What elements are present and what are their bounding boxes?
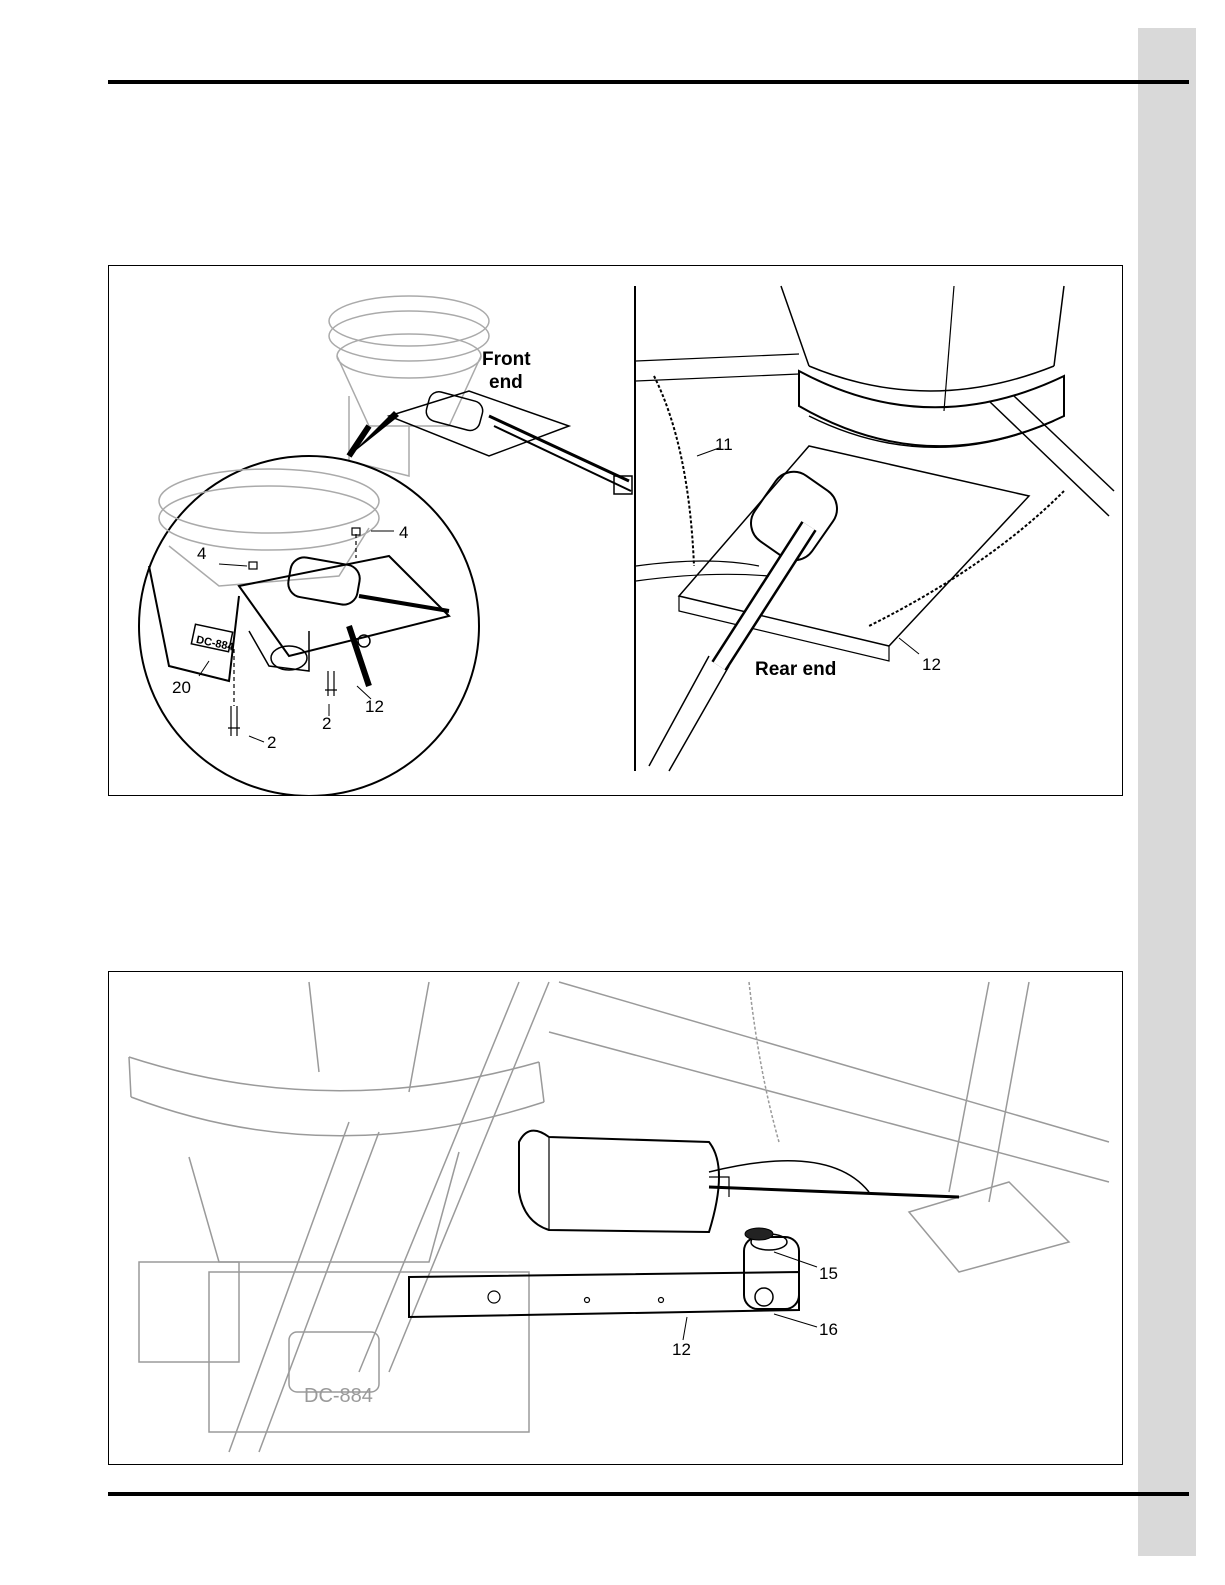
callout-20: 20 (172, 678, 191, 697)
callout-12-right: 12 (922, 655, 941, 674)
callout-2-upper: 2 (322, 714, 332, 733)
figure-2-drawing (109, 972, 1122, 1464)
right-panel-drawing (636, 286, 1114, 771)
callout-12-left: 12 (365, 697, 384, 716)
header-rule (108, 80, 1189, 84)
figure-2-background-faded (129, 982, 1109, 1452)
callout-11: 11 (715, 435, 733, 454)
figure-2-foreground (409, 1131, 959, 1340)
footer-rule (108, 1492, 1189, 1496)
decal-dc-884-faded: DC-884 (304, 1385, 373, 1407)
figure-actuator-bracket-detail (108, 971, 1123, 1465)
callout-16: 16 (819, 1320, 838, 1339)
label-front-end-line1: Front (482, 349, 531, 370)
callout-2-lower: 2 (267, 733, 277, 752)
callout-12-bottom: 12 (672, 1340, 691, 1359)
left-panel-drawing (139, 296, 632, 795)
callout-4-right: 4 (399, 523, 409, 542)
callout-15: 15 (819, 1264, 838, 1283)
decal-dc-884: DC-884 (195, 633, 235, 654)
side-tab-strip (1138, 28, 1196, 1556)
label-front-end-line2: end (489, 372, 523, 393)
label-rear-end: Rear end (755, 659, 837, 680)
figure-front-rear-installation (108, 265, 1123, 796)
callout-4-left: 4 (197, 544, 207, 563)
figure-1-drawing (109, 266, 1122, 795)
